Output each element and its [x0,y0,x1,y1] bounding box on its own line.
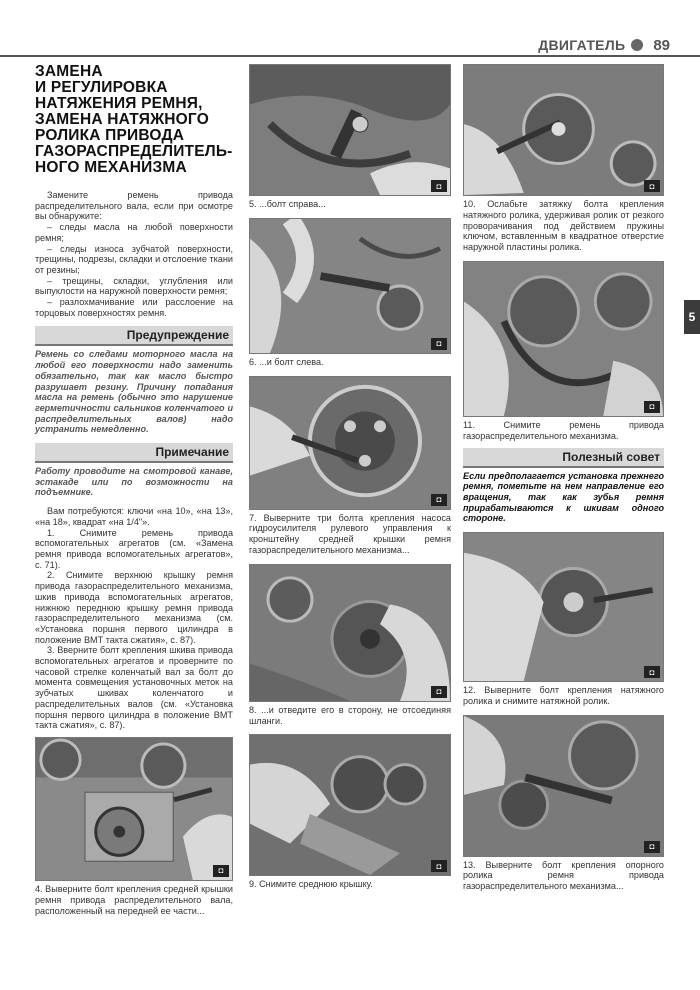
camera-icon: ◘ [644,666,660,678]
caption-step-5: 5. ...болт справа... [249,199,326,209]
caption-step-10: 10. Ослабьте затяжку болта крепления натяжного ролика, удерживая ролик от резкого проворачивания под действием пружины ключом, вставленным в квадратное отверстие наружной пластины ролика. [463,199,664,253]
section-title: ДВИГАТЕЛЬ [538,37,626,53]
camera-icon: ◘ [431,686,447,698]
tools-text: Вам потребуются: ключи «на 10», «на 13», «на 18», квадрат «на 1/4"». [35,506,233,527]
caption-step-6: 6. ...и болт слева. [249,356,324,367]
chapter-tab: 5 [684,300,700,334]
list-item: – разлохмачивание или расслоение на торцовых поверхностях ремня. [35,297,233,318]
photo-step-5 [249,64,451,196]
tip-title: Полезный совет [463,448,664,468]
camera-icon: ◘ [213,865,229,877]
caption-step-8: 8. ...и отведите его в сторону, не отсоединяя шланги. [249,704,451,726]
header-rule [0,55,700,57]
caption-step-12: 12. Выверните болт крепления натяжного ролика и снимите натяжной ролик. [463,685,664,706]
intro-paragraph: Замените ремень привода распределительного вала, если при осмотре вы обнаружите: [35,190,233,222]
list-item: – трещины, складки, углубления или выпуклости на наружной поверхности ремня; [35,275,233,297]
intro-list [35,222,233,318]
camera-icon: ◘ [431,494,447,506]
column-right [463,64,664,892]
step-1-text: 1. Снимите ремень привода вспомогательных агрегатов (см. «Замена ремня привода вспомогательных агрегатов», с. 71). [35,527,233,570]
note-title: Примечание [35,443,233,463]
caption-step-7: 7. Выверните три болта крепления насоса гидроусилителя рулевого управления к кронштейну средней крышки ремня газораспределительного механизма... [249,512,451,555]
caption-step-13: 13. Выверните болт крепления опорного ролика ремня привода газораспределительного механизма... [463,859,664,892]
photo-step-13 [463,715,664,857]
article-title: ЗАМЕНА И РЕГУЛИРОВКА НАТЯЖЕНИЯ РЕМНЯ, ЗАМЕНА НАТЯЖНОГО РОЛИКА ПРИВОДА ГАЗОРАСПРЕДЕЛИТЕЛЬ- НОГО МЕХАНИЗМА [35,63,233,176]
camera-icon: ◘ [644,401,660,413]
warning-text: Ремень со следами моторного масла на любой его поверхности надо заменить обязательно, так как масло быстро разрушает резину. Причину попадания масла на ремень (обычно это нарушение герметичности сальников коленчатого и распределительных валов) надо устранить немедленно. [35,349,233,435]
step-3-text: 3. Вверните болт крепления шкива привода вспомогательных агрегатов и проверните по часовой стрелке коленчатый вал за болт до момента совмещения установочных меток на зубчатых шкивах коленчатого и распределительных валов (см. «Установка поршня первого цилиндра в положение ВМТ такта сжатия», с. 87). [35,645,233,731]
photo-step-6 [249,218,451,354]
page-header [538,34,670,56]
photo-step-8 [249,564,451,702]
note-text: Работу проводите на смотровой канаве, эстакаде или по возможности на подъемнике. [35,466,233,498]
bullet-dot-icon [631,39,643,51]
list-item: – следы масла на любой поверхности ремня; [35,222,233,243]
camera-icon: ◘ [431,180,447,192]
photo-step-9 [249,734,451,876]
photo-step-4 [35,737,233,881]
camera-icon: ◘ [644,180,660,192]
page-number: 89 [653,36,670,54]
list-item: – следы износа зубчатой поверхности, трещины, подрезы, складки и отслоение ткани от резины; [35,243,233,275]
photo-step-12 [463,532,664,682]
warning-title: Предупреждение [35,326,233,346]
photo-step-7 [249,376,451,510]
camera-icon: ◘ [431,860,447,872]
photo-step-10 [463,64,664,196]
photo-step-11 [463,261,664,417]
caption-step-11: 11. Снимите ремень привода газораспределительного механизма. [463,419,664,441]
camera-icon: ◘ [644,841,660,853]
column-middle [249,64,451,890]
caption-step-9: 9. Снимите среднюю крышку. [249,879,373,890]
caption-step-4: 4. Выверните болт крепления средней крышки ремня привода распределительного вала, расположенный на передней ее части... [35,883,233,916]
tip-text: Если предполагается установка прежнего ремня, пометьте на нем направление его вращения, так как зубья ремня прирабатываются к шкивам одного стороне. [463,470,664,524]
column-left [35,64,233,916]
step-2-text: 2. Снимите верхнюю крышку ремня привода газораспределительного механизма, шкив привода вспомогательных агрегатов, нижнюю переднюю крышку ремня привода газораспределительного механизма (см. «Установка поршня первого цилиндра в положение ВМТ такта сжатия», с. 87). [35,570,233,645]
camera-icon: ◘ [431,338,447,350]
